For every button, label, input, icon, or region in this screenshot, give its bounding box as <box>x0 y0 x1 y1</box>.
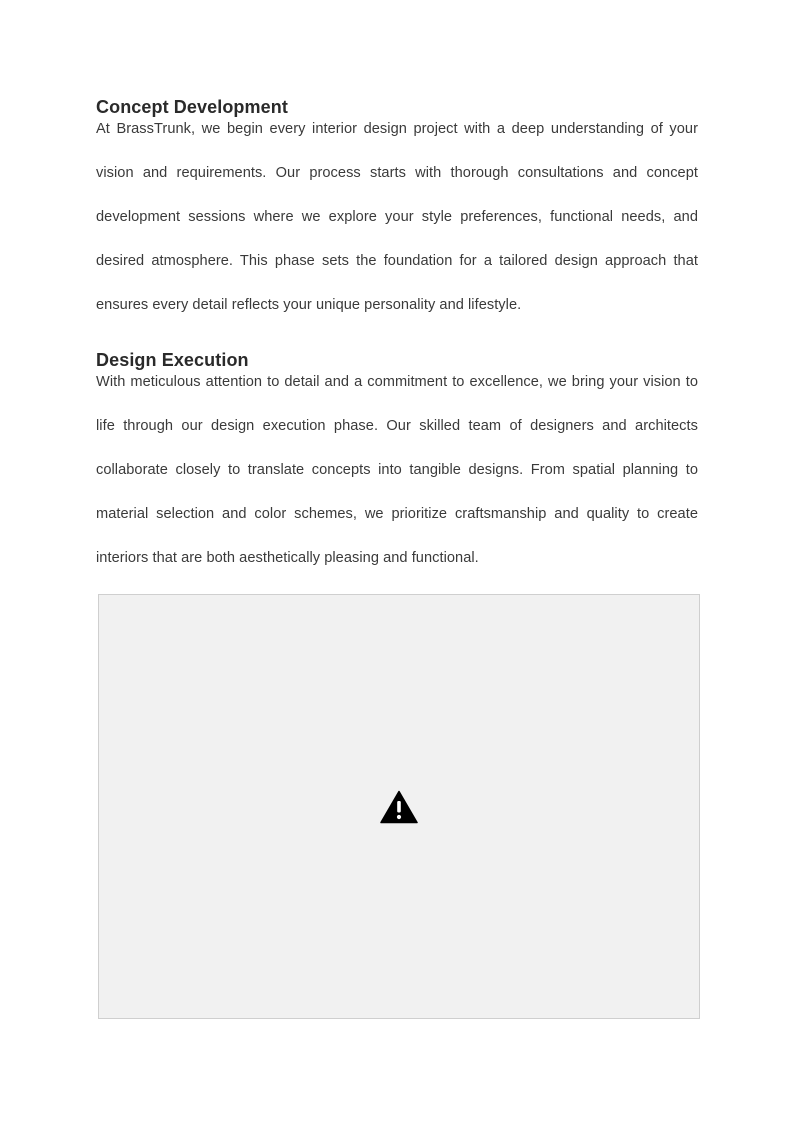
section-concept-development <box>96 96 698 327</box>
broken-image-placeholder <box>98 594 700 1019</box>
warning-icon <box>380 790 418 824</box>
section-title: Concept Development <box>96 97 288 117</box>
section-body: At BrassTrunk, we begin every interior design project with a deep understanding of your vision and requirements. Our process starts with thorough consultations and concept development sessions where we explore your style preferences, functional needs, and desired atmosphere. This phase sets the foundation for a tailored design approach that ensures every detail reflects your unique personality and lifestyle. <box>96 121 698 313</box>
section-title: Design Execution <box>96 350 249 370</box>
section-body: With meticulous attention to detail and a commitment to excellence, we bring your vision to life through our design execution phase. Our skilled team of designers and architects collaborate closely to translate concepts into tangible designs. From spatial planning to material selection and color schemes, we prioritize craftsmanship and quality to create interiors that are both aesthetically pleasing and functional. <box>96 374 698 566</box>
section-design-execution <box>96 349 698 580</box>
document-page <box>96 96 698 580</box>
